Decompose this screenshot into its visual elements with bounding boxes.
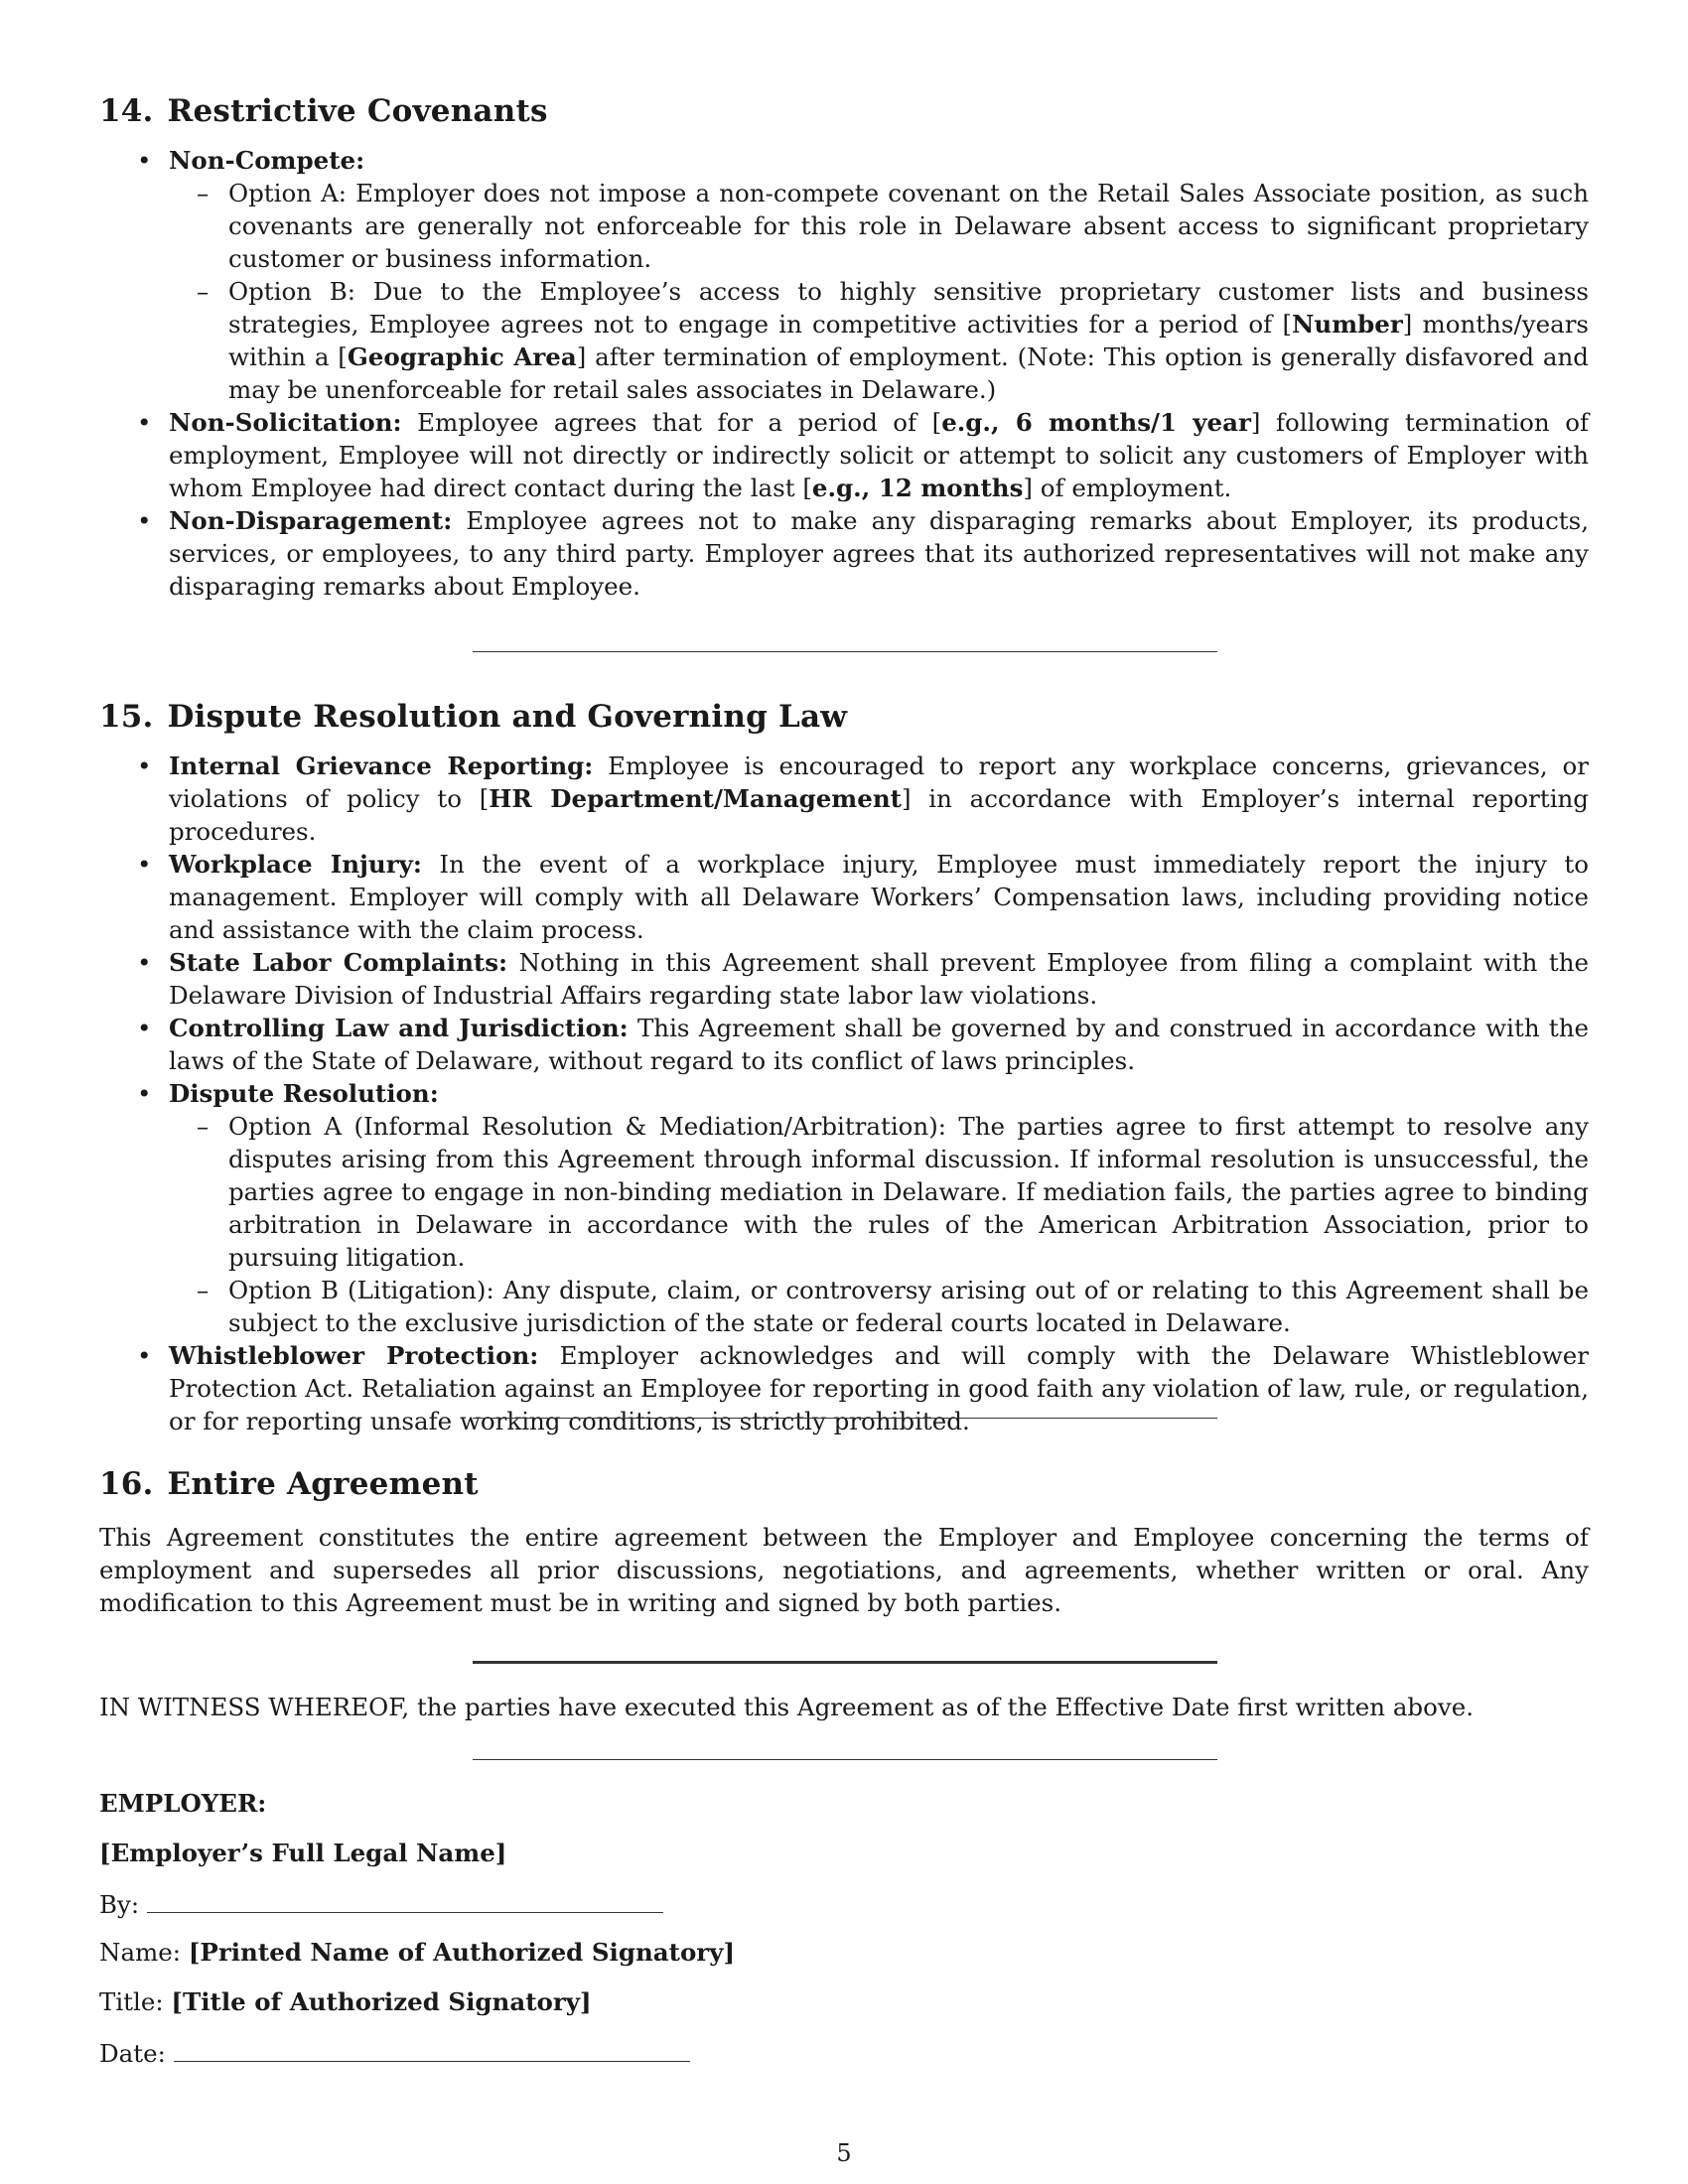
by-label: By: <box>99 1890 140 1919</box>
entire-agreement-text: This Agreement constitutes the entire agreement between the Employer and Employee concerning the terms of employment and supersedes all prior discussions, negotiations, and agreements, whether written or oral. Any modification to this Agreement must be in writing and signed by both parties. <box>99 1523 1589 1618</box>
witness-section <box>99 1691 1589 1723</box>
section-number: 16. <box>99 1466 154 1502</box>
page-number: 5 <box>836 2139 852 2167</box>
divider <box>473 1759 1217 1760</box>
section-16-heading <box>99 1466 1589 1503</box>
section-title: Entire Agreement <box>167 1466 479 1502</box>
section-14-list <box>99 144 1589 603</box>
sub-list <box>169 1110 1589 1339</box>
employer-name-placeholder: [Employer’s Full Legal Name] <box>99 1839 507 1867</box>
item-label: Whistleblower Protection: <box>169 1341 539 1371</box>
option-a: – Option A: Employer does not impose a non-compete covenant on the Retail Sales Associate position, as such covenants are generally not enforceable for this role in Delaware absent access to significant proprietary customer or business information. <box>169 177 1589 275</box>
text-run: Employee is encouraged to report any workplace concerns, grievances, or violations of policy to [ <box>169 751 1589 814</box>
employer-name <box>99 1837 506 1869</box>
placeholder-number: Number <box>1292 310 1403 340</box>
section-number: 14. <box>99 93 154 129</box>
list-item-non-disparagement <box>99 504 1589 603</box>
text-run: ] of employment. <box>1023 474 1232 503</box>
list-item-dispute <box>99 1077 1589 1339</box>
employer-label <box>99 1787 266 1820</box>
item-label: Non-Solicitation: <box>169 408 402 438</box>
item-label: Controlling Law and Jurisdiction: <box>169 1014 629 1043</box>
section-15 <box>99 699 1589 1437</box>
list-item-grievance <box>99 750 1589 848</box>
text-run: This Agreement shall be governed by and construed in accordance with the laws of the State of Delaware, without regard to its conflict of laws principles. <box>169 1014 1589 1076</box>
date-label: Date: <box>99 2039 166 2068</box>
title-placeholder: [Title of Authorized Signatory] <box>171 1987 592 2016</box>
placeholder-area: Geographic Area <box>347 342 577 372</box>
option-b: – Option B (Litigation): Any dispute, claim, or controversy arising out of or relating to this Agreement shall be subject to the exclusive jurisdiction of the state or federal courts located in Delaware. <box>169 1274 1589 1339</box>
title-line <box>99 1985 592 2018</box>
text-run: ] months/years within a [ <box>228 310 1589 372</box>
date-field[interactable] <box>174 2035 690 2062</box>
text-run: Employee agrees that for a period of [ <box>401 408 942 438</box>
item-label: Non-Compete: <box>169 146 365 176</box>
name-label: Name: <box>99 1938 182 1967</box>
section-14 <box>99 93 1589 603</box>
sub-list <box>169 177 1589 406</box>
divider <box>473 1418 1217 1419</box>
section-15-list <box>99 750 1589 1437</box>
witness-text: IN WITNESS WHEREOF, the parties have executed this Agreement as of the Effective Date first written above. <box>99 1693 1474 1721</box>
by-line <box>99 1886 663 1921</box>
divider <box>473 651 1217 652</box>
name-placeholder: [Printed Name of Authorized Signatory] <box>188 1938 736 1967</box>
title-label: Title: <box>99 1987 164 2016</box>
list-item-law <box>99 1012 1589 1077</box>
list-item-whistleblower <box>99 1339 1589 1437</box>
item-label: Internal Grievance Reporting: <box>169 751 594 781</box>
text-run: Employer acknowledges and will comply with the Delaware Whistleblower Protection Act. Retaliation against an Employee for reporting in good faith any violation of law, rule, or regulation, or for reporting unsafe working conditions, is strictly prohibited. <box>169 1341 1590 1436</box>
text-run: Option B: Due to the Employee’s access to highly sensitive proprietary customer lists and business strategies, Employee agrees not to engage in competitive activities for a period of [ <box>228 277 1589 340</box>
item-label: Dispute Resolution: <box>169 1079 439 1109</box>
list-item-injury <box>99 848 1589 946</box>
text-run: Nothing in this Agreement shall prevent Employee from filing a complaint with the Delaware Division of Industrial Affairs regarding state labor law violations. <box>169 948 1589 1011</box>
item-label: Non-Disparagement: <box>169 506 453 536</box>
text-run: ] after termination of employment. (Note: This option is generally disfavored and may be unenforceable for retail sales associates in Delaware.) <box>228 342 1589 405</box>
placeholder-period: e.g., 6 months/1 year <box>941 408 1251 438</box>
section-title: Dispute Resolution and Governing Law <box>167 699 848 735</box>
by-signature-field[interactable] <box>147 1886 663 1913</box>
item-label: Workplace Injury: <box>169 850 422 880</box>
date-line <box>99 2035 690 2070</box>
section-title: Restrictive Covenants <box>167 93 548 129</box>
list-item-non-compete <box>99 144 1589 406</box>
placeholder-last: e.g., 12 months <box>811 474 1024 503</box>
list-item-labor <box>99 946 1589 1012</box>
section-number: 15. <box>99 699 154 735</box>
text-run: In the event of a workplace injury, Employee must immediately report the injury to management. Employer will comply with all Delaware Workers’ Compensation laws, including providing notice and assistance with the claim process. <box>169 850 1590 945</box>
employer-heading: EMPLOYER: <box>99 1789 267 1818</box>
item-label: State Labor Complaints: <box>169 948 508 978</box>
list-item-non-solicitation <box>99 406 1589 504</box>
text-run: Employee agrees not to make any disparaging remarks about Employer, its products, services, or employees, to any third party. Employer agrees that its authorized representatives will not make any disparaging remarks about Employee. <box>169 506 1589 602</box>
text-run: ] following termination of employment, Employee will not directly or indirectly solicit or attempt to solicit any customers of Employer with whom Employee had direct contact during the last [ <box>169 408 1590 503</box>
divider <box>473 1661 1217 1664</box>
section-15-heading <box>99 699 1589 736</box>
option-b <box>169 275 1589 406</box>
placeholder-dept: HR Department/Management <box>489 784 902 814</box>
section-14-heading <box>99 93 1589 130</box>
section-16 <box>99 1466 1589 1619</box>
name-line <box>99 1936 735 1969</box>
option-a: – Option A (Informal Resolution & Mediation/Arbitration): The parties agree to first attempt to resolve any disputes arising from this Agreement through informal discussion. If informal resolution is unsuccessful, the parties agree to engage in non-binding mediation in Delaware. If mediation fails, the parties agree to binding arbitration in Delaware in accordance with the rules of the American Arbitration Association, prior to pursuing litigation. <box>169 1110 1589 1274</box>
text-run: ] in accordance with Employer’s internal reporting procedures. <box>169 784 1589 847</box>
